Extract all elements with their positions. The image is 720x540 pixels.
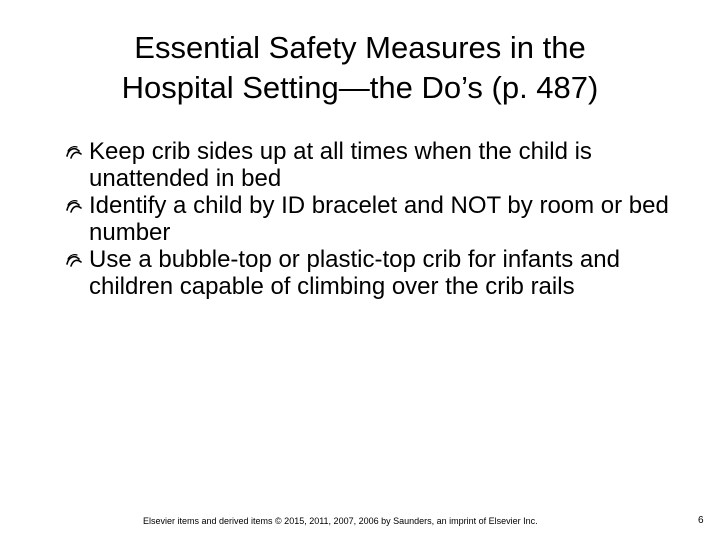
bullet-text-2: Identify a child by ID bracelet and NOT by room or bed number (89, 192, 669, 246)
bullet-item-3 (0, 246, 720, 300)
copyright-notice: Elsevier items and derived items © 2015, 2011, 2007, 2006 by Saunders, an imprint of Elsevier Inc. (143, 516, 538, 526)
slide-title (40, 28, 680, 108)
bullet-item-2 (0, 192, 720, 246)
bullet-icon (66, 253, 82, 267)
title-line-2: Hospital Setting—the Do’s (p. 487) (121, 70, 599, 105)
bullet-text-3: Use a bubble-top or plastic-top crib for infants and children capable of climbing over the crib rails (89, 246, 620, 300)
bullet-icon (66, 145, 82, 159)
bullet-item-1 (0, 138, 720, 192)
bullet-list (0, 138, 720, 300)
title-line-1: Essential Safety Measures in the (134, 30, 586, 65)
bullet-text-1: Keep crib sides up at all times when the child is unattended in bed (89, 138, 592, 192)
bullet-icon (66, 199, 82, 213)
slide-number: 6 (698, 515, 704, 526)
